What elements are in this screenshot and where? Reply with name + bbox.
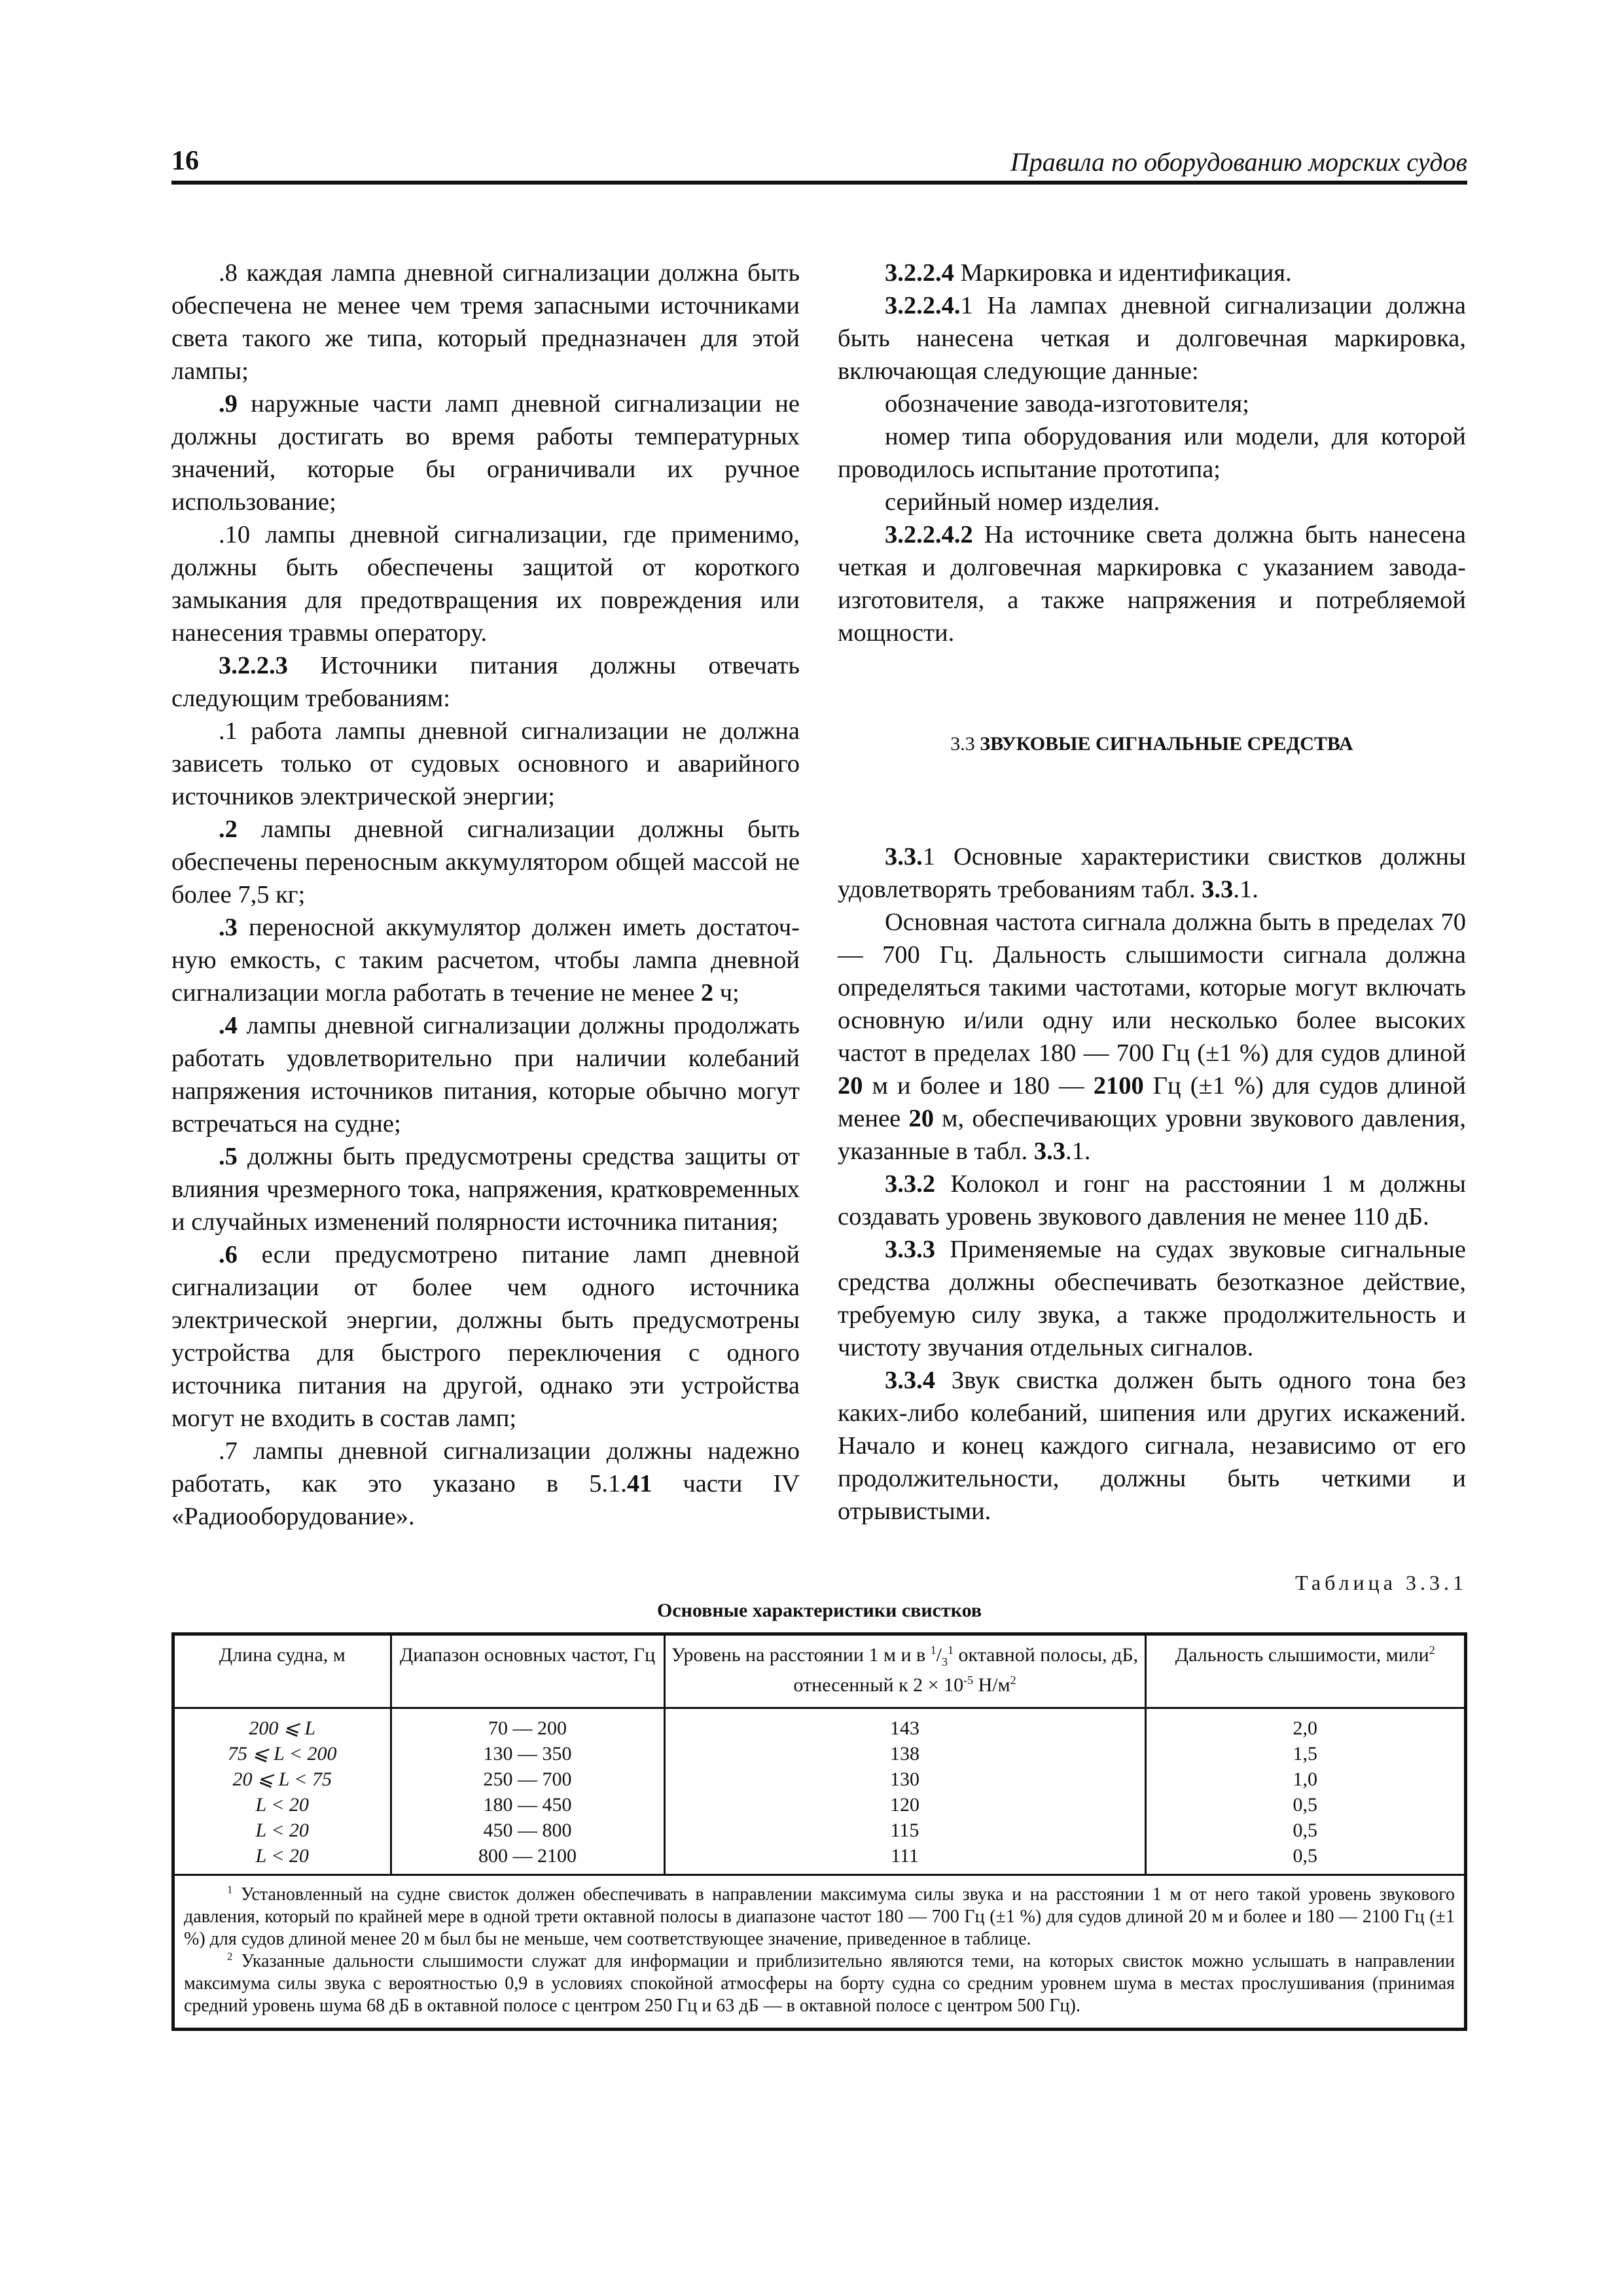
paragraph: номер типа оборудования или модели, для которой проводилось испытание прототипа; (838, 423, 1466, 483)
paragraph: .8 каждая лампа дневной сигнализации должна быть обеспечена не менее чем тремя запасными источниками света такого же типа, который предназначен для этой лампы; (171, 259, 800, 385)
table-row: L < 20 450 — 800 115 0,5 (175, 1818, 1464, 1843)
paragraph: .7 лампы дневной сигнализации должны надежно работать, как это указано в 5.1.41 части IV «Радиооборудование». (171, 1437, 800, 1530)
paragraph: Основная частота сигнала должна быть в пределах 70 — 700 Гц. Дальность слышимости сигнала должна определяться такими частотами, которые могут включать основную и/или одну или несколько более высоких частот в пределах 180 — 700 Гц (±1 %) для судов длиной 20 м и более и 180 — 2100 Гц (±1 %) для судов длиной менее 20 м, обеспечивающих уровни звукового давления, указанные в табл. 3.3.1. (838, 908, 1467, 1165)
footnote-2: $^2$ Указанные дальности слышимости служат для информации и приблизительно являются теми, на которых свисток можно услышать в направлении максимума силы звука с вероятностью 0,9 в условиях спокойной атмосферы на борту судна со средним уровнем шума в местах прослушивания (принимая средний уровень шума 68 дБ в октавной полосе с центром 250 Гц и 63 дБ — в октавной полосе с центром 500 Гц). (184, 1950, 1455, 2016)
page-number: 16 (171, 146, 199, 176)
paragraph: 3.2.2.4 Маркировка и идентификация. (885, 259, 1292, 287)
paragraph: .1 работа лампы дневной сигнализации не должна зависеть только от судовых основного и аварийного источников электрической энергии; (171, 717, 800, 810)
paragraph: 3.2.2.3 Источники питания должны отвечать следующим требованиям: (171, 652, 800, 712)
paragraph: .5 должны быть предусмотрены средства защиты от влияния чрезмерного тока, напряжения, кратковременных и случайных изменений полярности источника питания; (171, 1143, 800, 1236)
paragraph: 3.3.1 Основные характеристики свистков должны удовлетворять требованиям табл. 3.3.1. (838, 843, 1466, 903)
paragraph: 3.3.2 Колокол и гонг на расстоянии 1 м должны создавать уровень звукового давления не менее 110 дБ. (838, 1170, 1466, 1230)
paragraph: .10 лампы дневной сигнализации, где применимо, должны быть обеспечены защитой от короткого замыкания для предотвращения их повреждения или нанесения травмы оператору. (171, 521, 800, 647)
table-row: L < 20 180 — 450 120 0,5 (175, 1792, 1464, 1818)
table-row: L < 20 800 — 2100 111 0,5 (175, 1843, 1464, 1874)
right-column (838, 257, 1466, 1528)
paragraph: .2 лампы дневной сигнализации должны быть обеспечены переносным аккумулятором общей массой не более 7,5 кг; (171, 816, 800, 908)
section-heading: 3.3 ЗВУКОВЫЕ СИГНАЛЬНЫЕ СРЕДСТВА (950, 733, 1353, 755)
paragraph: .9 наружные части ламп дневной сигнализации не должны достигать во время работы температурных значений, которые бы ограничивали их ручное использование; (171, 390, 800, 516)
paragraph: .6 если предусмотрено питание ламп дневной сигнализации от более чем одного источника электрической энергии, должны быть предусмотрены устройства для быстрого переключения с одного источника питания на другой, однако эти устройства могут не входить в состав ламп; (171, 1241, 800, 1432)
table-row: 20 ⩽ L < 75 250 — 700 130 1,0 (175, 1767, 1464, 1792)
header-length: Длина судна, м (175, 1636, 391, 1708)
footnote-1: $^1$ Установленный на судне свисток должен обеспечивать в направлении максимума силы звука и на расстоянии 1 м от него такой уровень звукового давления, который по крайней мере в одной трети октавной полосы в диапазоне частот 180 — 700 Гц (±1 %) для судов длиной 20 м и более и 180 — 2100 Гц (±1 %) для судов длиной менее 20 м был бы не меньше, чем соответствующее значение, приведенное в таблице. (184, 1883, 1455, 1949)
paragraph: серийный номер изделия. (885, 488, 1160, 516)
header-level: Уровень на расстоянии 1 м и в $^1/_3^1$ октавной полосы, дБ, отнесенный к $2 \times 10^{-5}$ $Н/м^2$ (664, 1636, 1145, 1708)
header-range: Дальность слышимости, мили$^2$ (1145, 1636, 1464, 1708)
table-row: 200 ⩽ L 70 — 200 143 2,0 (175, 1708, 1464, 1741)
paragraph: 3.2.2.4.2 На источнике света должна быть нанесена четкая и долговечная маркировка с указанием завода-изготовителя, а также напряжения и потребляемой мощности. (838, 521, 1466, 647)
page-header (171, 145, 1467, 182)
paragraph: 3.2.2.4.1 На лампах дневной сигнализации должна быть нанесена четкая и долговечная маркировка, включающая следующие данные: (838, 292, 1466, 385)
table-title: Основные характеристики свистков (656, 1600, 982, 1621)
paragraph: .4 лампы дневной сигнализации должны продолжать работать удовлетворительно при наличии колебаний напряжения источников питания, которые обычно могут встречаться на судне; (171, 1012, 800, 1138)
table-notes (175, 1874, 1464, 2028)
left-column (171, 257, 800, 1533)
table-label: Таблица 3.3.1 (1295, 1571, 1467, 1594)
header-rule (171, 181, 1467, 185)
paragraph: обозначение завода-изготовителя; (885, 390, 1249, 418)
table-row: 75 ⩽ L < 200 130 — 350 138 1,5 (175, 1741, 1464, 1767)
running-title: Правила по оборудованию морских судов (1010, 147, 1467, 177)
paragraph: 3.3.3 Применяемые на судах звуковые сигнальные средства должны обеспечивать безотказное действие, требуемую силу звука, а также продолжительность и чистоту звучания отдельных сигналов. (838, 1236, 1466, 1361)
header-frequency: Диапазон основных частот, Гц (391, 1636, 664, 1708)
paragraph: 3.3.4 Звук свистка должен быть одного тона без каких-либо колебаний, шипения или других искажений. Начало и конец каждого сигнала, независимо от его продолжительности, должны быть четкими и отрывистыми. (838, 1367, 1466, 1525)
whistle-table (171, 1632, 1467, 2031)
paragraph: .3 переносной аккумулятор должен иметь достаточную емкость, с таким расчетом, чтобы лампа дневной сигнализации могла работать в течение не менее 2 ч; (171, 914, 800, 1007)
